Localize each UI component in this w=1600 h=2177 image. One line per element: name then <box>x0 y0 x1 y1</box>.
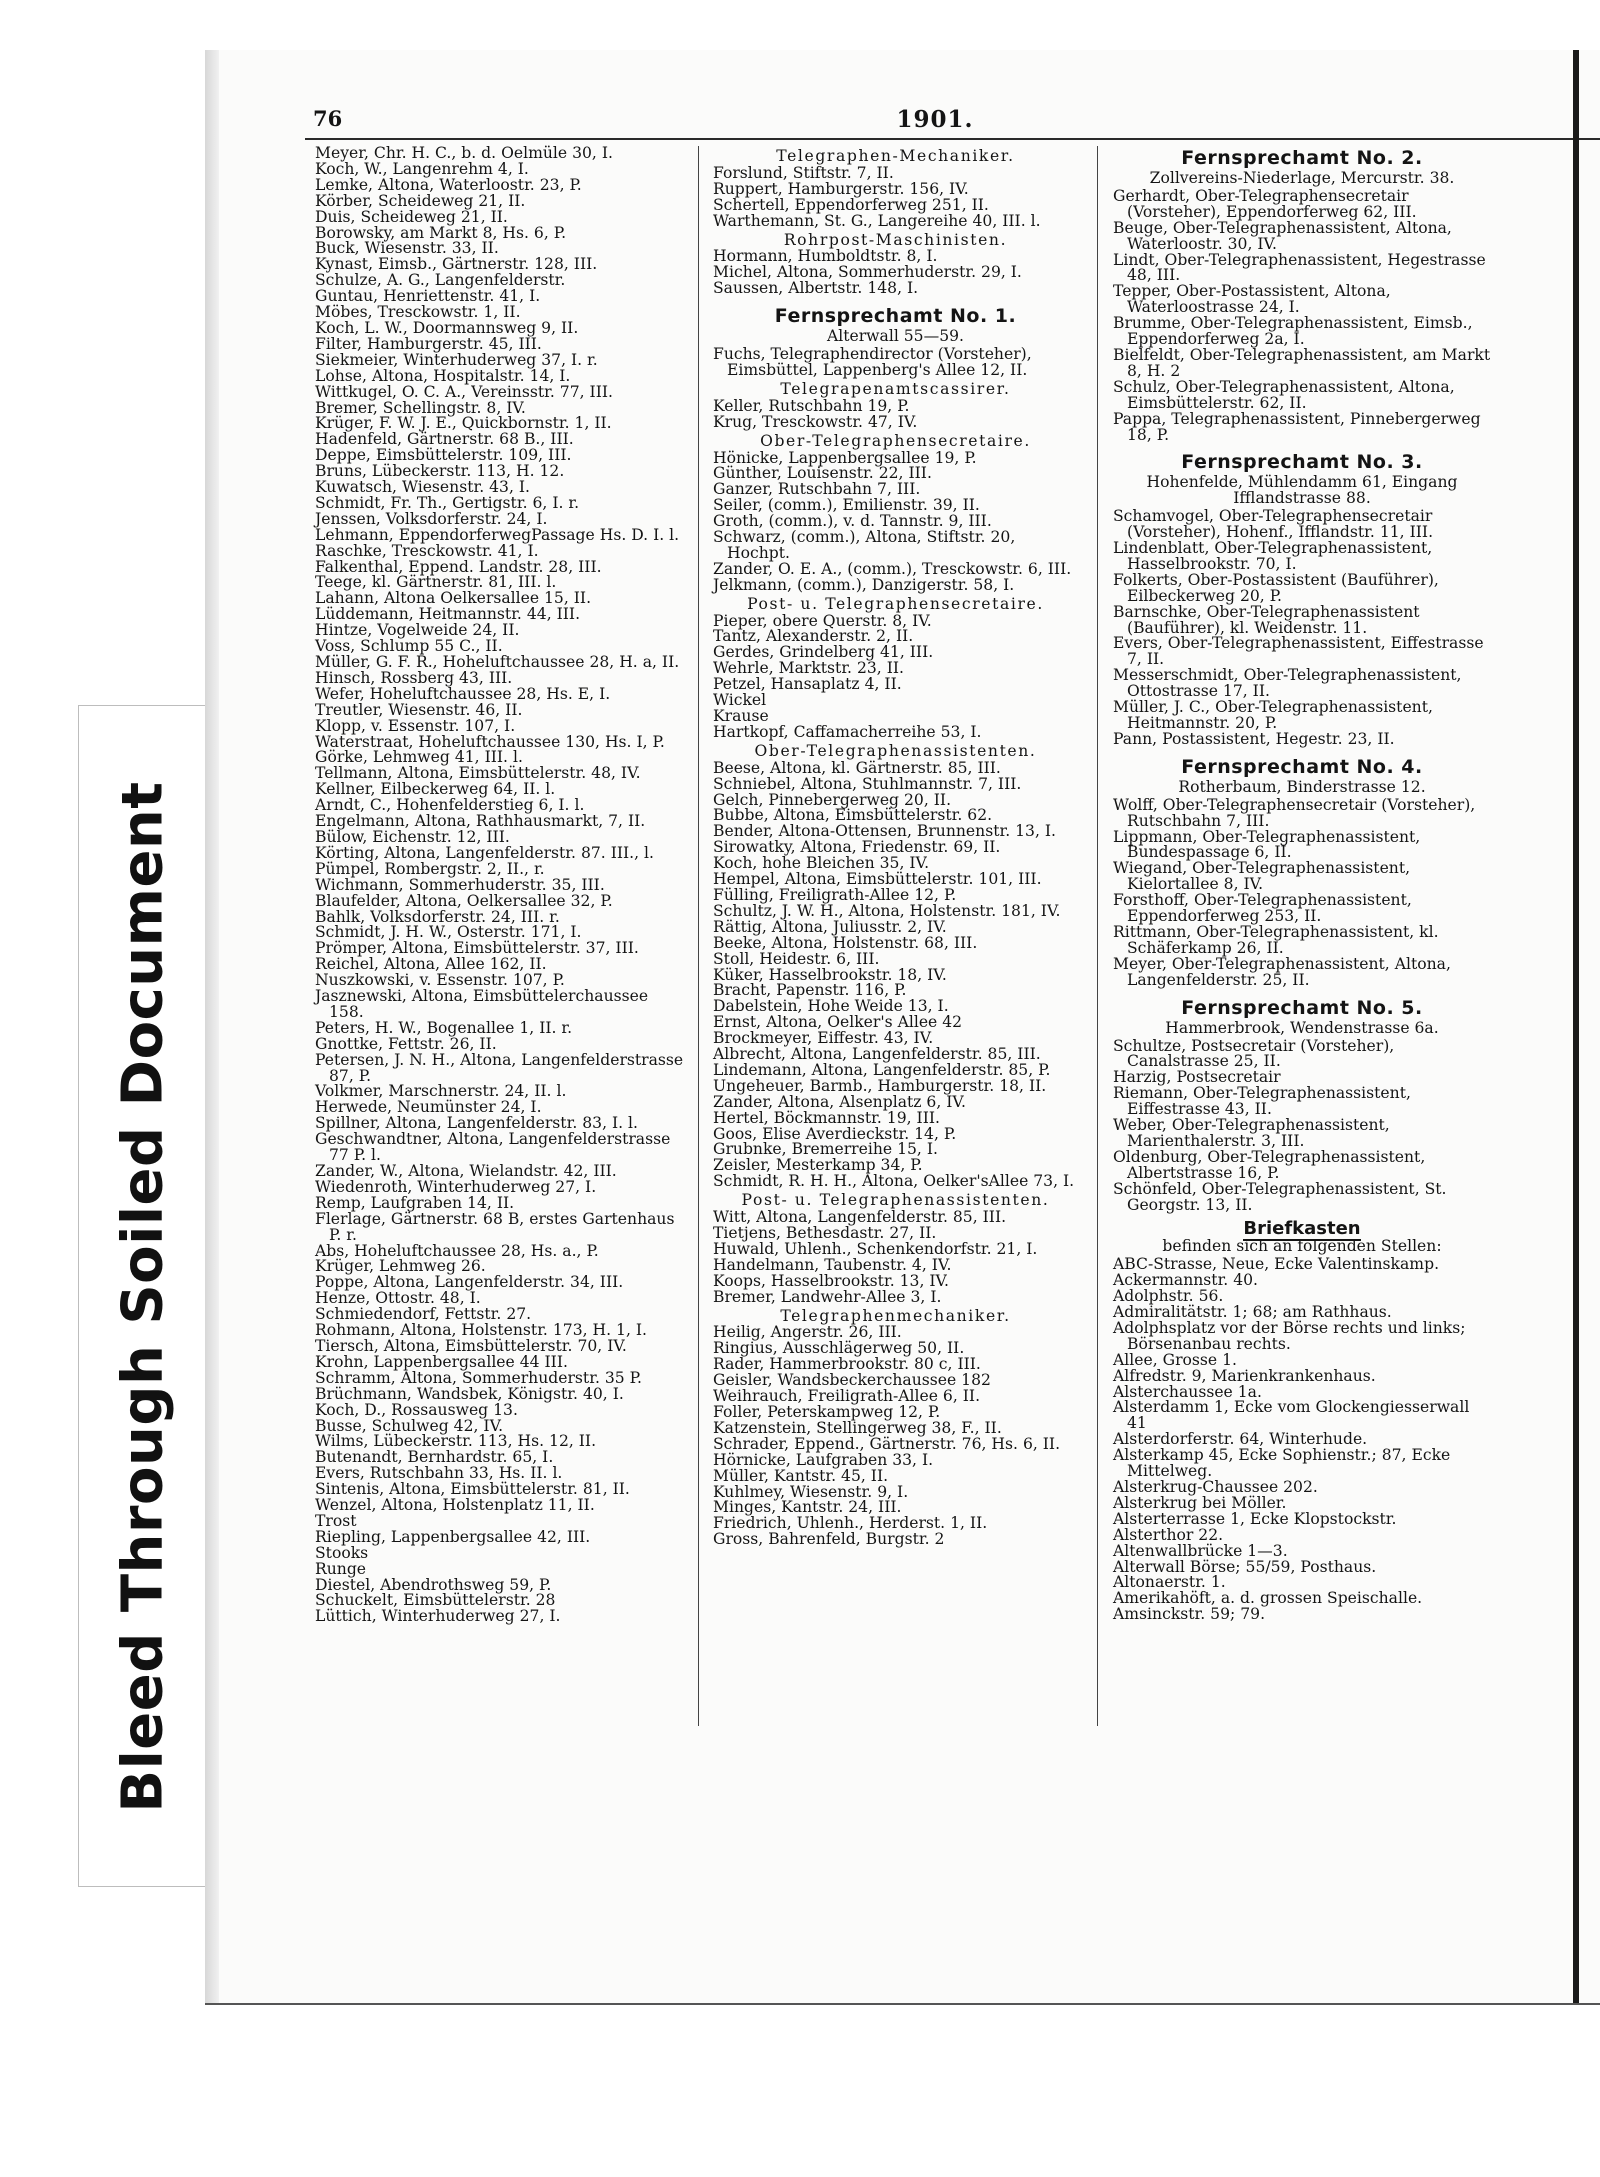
directory-entry: Bender, Altona-Ottensen, Brunnenstr. 13, I. <box>713 822 1056 841</box>
directory-entry: Pann, Postassistent, Hegestr. 23, II. <box>1113 729 1395 748</box>
directory-entry: Goos, Elise Averdieckstr. 14, P. <box>713 1124 957 1143</box>
directory-entry: Meyer, Chr. H. C., b. d. Oelmüle 30, I. <box>315 144 613 162</box>
directory-entry: Krug, Tresckowstr. 47, IV. <box>713 412 918 431</box>
directory-entry: Prömper, Altona, Eimsbüttelerstr. 37, III. <box>315 939 639 958</box>
directory-entry: Küker, Hasselbrookstr. 18, IV. <box>713 965 947 984</box>
directory-entry: Brüchmann, Wandsbek, Königstr. 40, I. <box>315 1384 624 1403</box>
directory-entry: Tietjens, Bethesdastr. 27, II. <box>713 1224 937 1242</box>
directory-entry: Lindt, Ober-Telegraphenassistent, Hegestrasse 48, III. <box>1113 250 1486 285</box>
column-2 <box>713 146 1078 1548</box>
directory-entry: Hörnicke, Laufgraben 33, I. <box>713 1450 934 1469</box>
directory-entry: Foller, Peterskampweg 12, P. <box>713 1402 941 1421</box>
directory-entry: Bielfeldt, Ober-Telegraphenassistent, am Markt 8, H. 2 <box>1113 345 1491 380</box>
directory-entry: Tiersch, Altona, Eimsbüttelerstr. 70, IV. <box>315 1336 627 1355</box>
directory-entry: Lemke, Altona, Waterloostr. 23, P. <box>315 175 582 194</box>
directory-entry: Petzel, Hansaplatz 4, II. <box>713 675 902 694</box>
directory-entry: Rättig, Altona, Juliusstr. 2, IV. <box>713 917 947 936</box>
directory-entry: Schmidt, Fr. Th., Gertigstr. 6, I. r. <box>315 493 580 512</box>
directory-entry: Schwarz, (comm.), Altona, Stiftstr. 20, Hochpt. <box>713 528 1016 562</box>
directory-entry: Körting, Altona, Langenfelderstr. 87. III., l. <box>315 843 654 862</box>
directory-entry: Schniebel, Altona, Stuhlmannstr. 7, III. <box>713 774 1022 793</box>
directory-entry: Geschwandtner, Altona, Langenfelderstrasse 77 P. l. <box>315 1130 671 1165</box>
directory-entry: Gelch, Pinnebergerweg 20, II. <box>713 790 952 809</box>
directory-entry: Pieper, obere Querstr. 8, IV. <box>713 611 932 630</box>
directory-entry: Herwede, Neumünster 24, I. <box>315 1098 542 1117</box>
directory-entry: Warthemann, St. G., Langereihe 40, III. l. <box>713 211 1041 230</box>
office-address: Rotherbaum, Binderstrasse 12. <box>1178 777 1426 796</box>
directory-entry: Treutler, Wiesenstr. 46, II. <box>315 700 523 719</box>
directory-entry: Gerhardt, Ober-Telegraphensecretair (Vorsteher), Eppendorferweg 62, III. <box>1113 186 1417 221</box>
section-heading: Post- u. Telegraphensecretaire. <box>747 594 1044 613</box>
directory-entry: Wilms, Lübeckerstr. 113, Hs. 12, II. <box>315 1432 597 1451</box>
briefkasten-title: Briefkasten <box>1243 1218 1361 1240</box>
directory-entry: Adolphstr. 56. <box>1113 1287 1224 1306</box>
directory-entry: Schulze, A. G., Langenfelderstr. <box>315 271 566 290</box>
directory-entry: Meyer, Ober-Telegraphenassistent, Altona, Langenfelderstr. 25, II. <box>1113 954 1451 989</box>
directory-entry: Jenssen, Volksdorferstr. 24, I. <box>315 509 548 528</box>
directory-entry: Hintze, Vogelweide 24, II. <box>315 621 520 640</box>
directory-entry: Dabelstein, Hohe Weide 13, I. <box>713 997 949 1016</box>
directory-entry: Schulz, Ober-Telegraphenassistent, Altona, Eimsbüttelerstr. 62, II. <box>1113 377 1455 412</box>
directory-entry: Pappa, Telegraphenassistent, Pinnebergerweg 18, P. <box>1113 409 1481 444</box>
directory-entry: Engelmann, Altona, Rathhausmarkt, 7, II. <box>315 812 646 831</box>
directory-entry: Wichmann, Sommerhuderstr. 35, III. <box>315 875 605 894</box>
directory-entry: Fülling, Freiligrath-Allee 12, P. <box>713 885 957 904</box>
directory-entry: Beeke, Altona, Holstenstr. 68, III. <box>713 933 978 952</box>
directory-entry: Ringius, Ausschlägerweg 50, II. <box>713 1339 965 1358</box>
directory-entry: Alsterkrug bei Möller. <box>1113 1493 1287 1512</box>
directory-entry: Görke, Lehmweg 41, III. l. <box>315 748 523 767</box>
column-3 <box>1113 146 1491 1623</box>
directory-entry: Sirowatky, Altona, Friedenstr. 69, II. <box>713 838 1001 857</box>
directory-entry: Huwald, Uhlenh., Schenkendorfstr. 21, I. <box>713 1239 1038 1258</box>
header-rule <box>305 138 1600 140</box>
section-heading: Telegraphenmechaniker. <box>780 1306 1011 1325</box>
directory-entry: Katzenstein, Stellingerweg 38, F., II. <box>713 1418 1002 1437</box>
directory-entry: Hertel, Böckmannstr. 19, III. <box>713 1108 940 1127</box>
entry-list <box>713 347 1078 379</box>
directory-entry: Petersen, J. N. H., Altona, Langenfelderstrasse 87, P. <box>315 1050 684 1085</box>
directory-entry: Kellner, Eilbeckerweg 64, II. l. <box>315 780 556 799</box>
directory-entry: Schultz, J. W. H., Altona, Holstenstr. 181, IV. <box>713 901 1061 920</box>
directory-entry: Alsterkamp 45, Ecke Sophienstr.; 87, Ecke Mittelweg. <box>1113 1446 1451 1481</box>
entry-list <box>713 1325 1078 1548</box>
directory-entry: Hinsch, Rossberg 43, III. <box>315 668 513 687</box>
directory-entry: Diestel, Abendrothsweg 59, P. <box>315 1575 552 1594</box>
directory-entry: Schamvogel, Ober-Telegraphensecretair (Vorsteher), Hohenf., Ifflandstr. 11, III. <box>1113 507 1434 542</box>
directory-entry: Raschke, Tresckowstr. 41, I. <box>315 541 539 560</box>
directory-entry: Reichel, Altona, Allee 162, II. <box>315 955 547 974</box>
entry-list <box>1113 1257 1491 1623</box>
directory-entry: Rader, Hammerbrookstr. 80 c, III. <box>713 1355 981 1374</box>
directory-entry: Krohn, Lappenbergsallee 44 III. <box>315 1352 568 1371</box>
directory-entry: Wiegand, Ober-Telegraphenassistent, Kielortallee 8, IV. <box>1113 859 1411 894</box>
directory-entry: Amsinckstr. 59; 79. <box>1113 1605 1266 1624</box>
directory-entry: Wenzel, Altona, Holstenplatz 11, II. <box>315 1496 595 1515</box>
directory-entry: Wiedenroth, Winterhuderweg 27, I. <box>315 1177 597 1196</box>
directory-entry: Weihrauch, Freiligrath-Allee 6, II. <box>713 1387 981 1406</box>
section-heading: Telegraphen-Mechaniker. <box>776 147 1015 165</box>
bleed-through-stamp <box>78 705 206 1887</box>
directory-entry: Borowsky, am Markt 8, Hs. 6, P. <box>315 223 567 242</box>
directory-entry: Lehmann, EppendorferwegPassage Hs. D. I. l. <box>315 525 680 544</box>
directory-entry: Müller, Kantstr. 45, II. <box>713 1466 889 1485</box>
directory-entry: Runge <box>315 1559 367 1578</box>
directory-entry: Bülow, Eichenstr. 12, III. <box>315 827 510 846</box>
directory-entry: Klopp, v. Essenstr. 107, I. <box>315 716 516 735</box>
directory-entry: Wefer, Hoheluftchaussee 28, Hs. E, I. <box>315 684 611 703</box>
directory-entry: ABC-Strasse, Neue, Ecke Valentinskamp. <box>1113 1255 1440 1274</box>
directory-entry: Evers, Ober-Telegraphenassistent, Eiffestrasse 7, II. <box>1113 634 1484 669</box>
directory-entry: Wickel <box>713 691 767 710</box>
directory-entry: Allee, Grosse 1. <box>1113 1350 1237 1369</box>
section-heading: Post- u. Telegraphenassistenten. <box>741 1191 1050 1210</box>
column-1 <box>315 146 685 1625</box>
directory-entry: Deppe, Eimsbüttelerstr. 109, III. <box>315 446 572 465</box>
directory-entry: Rittmann, Ober-Telegraphenassistent, kl. Schäferkamp 26, II. <box>1113 922 1439 957</box>
column-divider <box>698 146 699 1726</box>
directory-entry: Trost <box>315 1511 357 1530</box>
directory-entry: Volkmer, Marschnerstr. 24, II. l. <box>315 1082 567 1101</box>
scanned-page <box>205 50 1600 2005</box>
directory-entry: Busse, Schulweg 42, IV. <box>315 1416 504 1435</box>
directory-entry: Lindenblatt, Ober-Telegraphenassistent, Hasselbrookstr. 70, I. <box>1113 539 1433 573</box>
directory-entry: Hormann, Humboldtstr. 8, I. <box>713 247 938 266</box>
directory-entry: Zander, Altona, Alsenplatz 6, IV. <box>713 1092 966 1111</box>
directory-entry: Ganzer, Rutschbahn 7, III. <box>713 480 921 499</box>
directory-entry: Bahlk, Volksdorferstr. 24, III. r. <box>315 907 560 926</box>
directory-entry: Krüger, Lehmweg 26. <box>315 1257 486 1276</box>
directory-entry: Krüger, F. W. J. E., Quickbornstr. 1, II. <box>315 414 612 433</box>
directory-entry: Koops, Hasselbrookstr. 13, IV. <box>713 1271 950 1290</box>
entry-list <box>713 758 1078 1191</box>
directory-entry: Wittkugel, O. C. A., Vereinsstr. 77, III. <box>315 382 613 401</box>
directory-entry: Rohmann, Altona, Holstenstr. 173, H. 1, I. <box>315 1321 647 1340</box>
directory-entry: Bremer, Landwehr-Allee 3, I. <box>713 1287 942 1306</box>
directory-entry: Müller, G. F. R., Hoheluftchaussee 28, H. a, II. <box>315 653 680 671</box>
directory-entry: Ernst, Altona, Oelker's Allee 42 <box>713 1013 963 1032</box>
office-address: Hammerbrook, Wendenstrasse 6a. <box>1165 1018 1439 1037</box>
directory-entry: Tellmann, Altona, Eimsbüttelerstr. 48, IV. <box>315 764 641 783</box>
directory-entry: Abs, Hoheluftchaussee 28, Hs. a., P. <box>315 1241 599 1260</box>
directory-entry: Remp, Laufgraben 14, II. <box>315 1193 515 1212</box>
office-address: Alterwall 55—59. <box>826 327 964 346</box>
directory-entry: Minges, Kantstr. 24, III. <box>713 1498 902 1517</box>
directory-entry: Schrader, Eppend., Gärtnerstr. 76, Hs. 6, II. <box>713 1434 1061 1453</box>
directory-entry: Hadenfeld, Gärtnerstr. 68 B., III. <box>315 430 574 449</box>
section-heading: Telegrapenamtscassirer. <box>780 379 1011 398</box>
directory-entry: Riepling, Lappenbergsallee 42, III. <box>315 1527 591 1546</box>
page-bottom-edge <box>205 2003 1600 2005</box>
directory-entry: Schuckelt, Eimsbüttelerstr. 28 <box>315 1591 556 1610</box>
page-year: 1901. <box>896 106 974 133</box>
directory-entry: Flerlage, Gärtnerstr. 68 B, erstes Gartenhaus P. r. <box>315 1209 675 1244</box>
directory-entry: Alsterdamm 1, Ecke vom Glockengiesserwall 41 <box>1113 1398 1470 1433</box>
directory-entry: Schmidt, J. H. W., Osterstr. 171, I. <box>315 923 582 942</box>
directory-entry: Fuchs, Telegraphendirector (Vorsteher), Eimsbüttel, Lappenberg's Allee 12, II. <box>713 345 1032 379</box>
directory-entry: Brockmeyer, Eiffestr. 43, IV. <box>713 1029 934 1048</box>
directory-entry: Beese, Altona, kl. Gärtnerstr. 85, III. <box>713 758 1001 777</box>
directory-entry: Hempel, Altona, Eimsbüttelerstr. 101, III. <box>713 870 1042 889</box>
directory-entry: Schramm, Altona, Sommerhuderstr. 35 P. <box>315 1368 642 1387</box>
directory-entry: Jelkmann, (comm.), Danzigerstr. 58, I. <box>713 575 1015 594</box>
directory-entry: Ungeheuer, Barmb., Hamburgerstr. 18, II. <box>713 1076 1047 1095</box>
directory-entry: Gerdes, Grindelberg 41, III. <box>713 643 934 662</box>
directory-entry: Wolff, Ober-Telegraphensecretair (Vorsteher), Rutschbahn 7, III. <box>1113 795 1476 830</box>
directory-entry: Schmidt, R. H. H., Altona, Oelker'sAllee 73, I. <box>713 1172 1075 1191</box>
entry-list <box>713 448 1078 594</box>
directory-entry: Lohse, Altona, Hospitalstr. 14, I. <box>315 366 571 385</box>
directory-entry: Spillner, Altona, Langenfelderstr. 83, I. l. <box>315 1114 639 1133</box>
directory-entry: Koch, D., Rossausweg 13. <box>315 1400 518 1419</box>
directory-entry: Kuwatsch, Wiesenstr. 43, I. <box>315 478 530 497</box>
directory-entry: Blaufelder, Altona, Oelkersallee 32, P. <box>315 891 613 910</box>
binding-shadow <box>205 50 219 2005</box>
entry-list <box>713 611 1078 741</box>
directory-entry: Riemann, Ober-Telegraphenassistent, Eiffestrasse 43, II. <box>1113 1084 1411 1119</box>
office-heading: Fernsprechamt No. 1. <box>774 305 1017 328</box>
directory-entry: Forsthoff, Ober-Telegraphenassistent, Eppendorferweg 253, II. <box>1113 891 1412 926</box>
directory-entry: Admiralitätstr. 1; 68; am Rathhaus. <box>1113 1303 1392 1321</box>
directory-entry: Alsterdorferstr. 64, Winterhude. <box>1113 1430 1368 1449</box>
section-heading: Rohrpost-Maschinisten. <box>783 230 1008 249</box>
directory-entry: Lüddemann, Heitmannstr. 44, III. <box>315 605 581 624</box>
page-number: 76 <box>313 106 343 131</box>
directory-entry: Alsterkrug-Chaussee 202. <box>1113 1477 1318 1496</box>
directory-entry: Buck, Wiesenstr. 33, II. <box>315 239 499 258</box>
directory-entry: Jasznewski, Altona, Eimsbüttelerchaussee 158. <box>315 987 649 1021</box>
directory-entry: Handelmann, Taubenstr. 4, IV. <box>713 1255 952 1274</box>
directory-entry: Henze, Ottostr. 48, I. <box>315 1289 481 1308</box>
directory-entry: Groth, (comm.), v. d. Tannstr. 9, III. <box>713 512 992 531</box>
directory-entry: Schultze, Postsecretair (Vorsteher), Canalstrasse 25, II. <box>1113 1036 1395 1071</box>
directory-entry: Brumme, Ober-Telegraphenassistent, Eimsb., Eppendorferweg 2a, I. <box>1113 314 1473 349</box>
directory-entry: Albrecht, Altona, Langenfelderstr. 85, III. <box>713 1045 1041 1064</box>
directory-entry: Voss, Schlump 55 C., II. <box>315 637 503 656</box>
directory-entry: Bremer, Schellingstr. 8, IV. <box>315 398 526 417</box>
directory-entry: Altonaerstr. 1. <box>1113 1573 1226 1592</box>
directory-entry: Hartkopf, Caffamacherreihe 53, I. <box>713 722 982 741</box>
directory-entry: Koch, L. W., Doormannsweg 9, II. <box>315 318 579 337</box>
directory-entry: Friedrich, Uhlenh., Herderst. 1, II. <box>713 1514 988 1533</box>
page-header <box>205 106 1600 136</box>
directory-entry: Gross, Bahrenfeld, Burgstr. 2 <box>713 1530 945 1549</box>
directory-entry: Duis, Scheideweg 21, II. <box>315 207 508 226</box>
directory-entry: Michel, Altona, Sommerhuderstr. 29, I. <box>713 263 1022 282</box>
directory-entry: Seiler, (comm.), Emilienstr. 39, II. <box>713 496 980 515</box>
office-address: Hohenfelde, Mühlendamm 61, Eingang Ifflandstrasse 88. <box>1146 473 1458 508</box>
page-edge <box>1573 50 1579 2005</box>
directory-entry: Waterstraat, Hoheluftchaussee 130, Hs. I, P. <box>315 732 665 751</box>
directory-entry: Altenwallbrücke 1—3. <box>1113 1541 1288 1560</box>
directory-entry: Siekmeier, Winterhuderweg 37, I. r. <box>315 350 598 369</box>
office-heading: Fernsprechamt No. 2. <box>1181 147 1423 169</box>
directory-entry: Schmiedendorf, Fettstr. 27. <box>315 1305 532 1324</box>
office-address: Zollvereins-Niederlage, Mercurstr. 38. <box>1149 169 1455 187</box>
directory-entry: Hönicke, Lappenbergsallee 19, P. <box>713 448 977 467</box>
directory-entry: Alterwall Börse; 55/59, Posthaus. <box>1113 1557 1377 1576</box>
directory-entry: Poppe, Altona, Langenfelderstr. 34, III. <box>315 1273 624 1292</box>
directory-entry: Ruppert, Hamburgerstr. 156, IV. <box>713 179 969 198</box>
directory-entry: Günther, Louisenstr. 22, III. <box>713 464 932 483</box>
directory-entry: Körber, Scheideweg 21, II. <box>315 191 526 210</box>
directory-entry: Stoll, Heidestr. 6, III. <box>713 949 880 968</box>
directory-entry: Koch, hohe Bleichen 35, IV. <box>713 854 930 873</box>
office-heading: Fernsprechamt No. 4. <box>1181 755 1423 778</box>
directory-entry: Evers, Rutschbahn 33, Hs. II. l. <box>315 1464 563 1483</box>
directory-entry: Lippmann, Ober-Telegraphenassistent, Bundespassage 6, II. <box>1113 827 1421 862</box>
directory-entry: Alsterterrasse 1, Ecke Klopstockstr. <box>1113 1509 1397 1528</box>
directory-entry: Zander, W., Altona, Wielandstr. 42, III. <box>315 1162 617 1180</box>
entry-list <box>713 163 1078 230</box>
directory-entry: Adolphsplatz vor der Börse rechts und links; Börsenanbau rechts. <box>1113 1318 1466 1353</box>
directory-entry: Saussen, Albertstr. 148, I. <box>713 279 919 298</box>
entry-list <box>1113 795 1491 989</box>
directory-entry: Folkerts, Ober-Postassistent (Bauführer), Eilbeckerweg 20, P. <box>1113 570 1439 605</box>
directory-entry: Tantz, Alexanderstr. 2, II. <box>713 627 914 646</box>
entry-list <box>1113 509 1491 748</box>
directory-entry: Falkenthal, Eppend. Landstr. 28, III. <box>315 557 602 576</box>
directory-entry: Möbes, Tresckowstr. 1, II. <box>315 303 521 322</box>
directory-entry: Zeisler, Mesterkamp 34, P. <box>713 1156 923 1175</box>
directory-entry: Keller, Rutschbahn 19, P. <box>713 396 910 415</box>
directory-entry: Schönfeld, Ober-Telegraphenassistent, St. Georgstr. 13, II. <box>1113 1179 1447 1214</box>
directory-entry: Amerikahöft, a. d. grossen Speischalle. <box>1113 1589 1423 1608</box>
directory-entry: Peters, H. W., Bogenallee 1, II. r. <box>315 1018 573 1037</box>
directory-entry: Gnottke, Fettstr. 26, II. <box>315 1034 497 1053</box>
directory-entry: Lahann, Altona Oelkersallee 15, II. <box>315 589 592 608</box>
directory-entry: Kuhlmey, Wiesenstr. 9, I. <box>713 1482 909 1501</box>
section-heading: Ober-Telegraphensecretaire. <box>760 431 1031 450</box>
directory-entry: Filter, Hamburgerstr. 45, III. <box>315 334 542 353</box>
directory-entry: Harzig, Postsecretair <box>1113 1068 1281 1087</box>
directory-entry: Teege, kl. Gärtnerstr. 81, III. l. <box>315 573 557 592</box>
directory-entry: Alsterchaussee 1a. <box>1113 1382 1262 1401</box>
entry-list <box>713 1210 1078 1305</box>
section-heading: Ober-Telegraphenassistenten. <box>754 741 1037 760</box>
entry-list <box>1113 1036 1491 1214</box>
directory-entry: Weber, Ober-Telegraphenassistent, Marienthalerstr. 3, III. <box>1113 1116 1390 1150</box>
stamp-label: Bleed Through Soiled Document <box>110 781 176 1813</box>
directory-entry: Lindemann, Altona, Langenfelderstr. 85, P. <box>713 1060 1051 1079</box>
office-heading: Fernsprechamt No. 5. <box>1181 996 1423 1019</box>
column-divider <box>1097 146 1098 1726</box>
directory-entry: Arndt, C., Hohenfelderstieg 6, I. l. <box>315 796 585 815</box>
directory-entry: Alsterthor 22. <box>1113 1525 1224 1544</box>
directory-entry: Oldenburg, Ober-Telegraphenassistent, Albertstrasse 16, P. <box>1113 1147 1426 1182</box>
directory-entry: Sintenis, Altona, Eimsbüttelerstr. 81, II. <box>315 1480 630 1499</box>
directory-entry: Krause <box>713 707 769 725</box>
directory-entry: Schertell, Eppendorferweg 251, II. <box>713 195 989 214</box>
entry-list <box>713 396 1078 431</box>
directory-entry: Bubbe, Altona, Eimsbüttelerstr. 62. <box>713 806 993 825</box>
directory-entry: Witt, Altona, Langenfelderstr. 85, III. <box>713 1208 1007 1227</box>
directory-entry: Kynast, Eimsb., Gärtnerstr. 128, III. <box>315 255 598 274</box>
directory-entry: Müller, J. C., Ober-Telegraphenassistent, Heitmannstr. 20, P. <box>1113 698 1433 732</box>
office-heading: Fernsprechamt No. 3. <box>1181 451 1423 474</box>
directory-entry: Guntau, Henriettenstr. 41, I. <box>315 287 541 306</box>
directory-entry: Beuge, Ober-Telegraphenassistent, Altona, Waterloostr. 30, IV. <box>1113 218 1452 253</box>
briefkasten-subtitle: befinden sich an folgenden Stellen: <box>1162 1237 1442 1256</box>
directory-entry: Pümpel, Rombergstr. 2, II., r. <box>315 859 545 878</box>
directory-entry: Ackermannstr. 40. <box>1113 1271 1259 1290</box>
directory-entry: Koch, W., Langenrehm 4, I. <box>315 159 529 178</box>
directory-entry: Barnschke, Ober-Telegraphenassistent (Bauführer), kl. Weidenstr. 11. <box>1113 602 1420 637</box>
directory-entry: Forslund, Stiftstr. 7, II. <box>713 163 894 182</box>
briefkasten-heading <box>1113 1218 1491 1240</box>
entry-list <box>713 249 1078 297</box>
entry-list <box>1113 186 1491 444</box>
directory-entry: Tepper, Ober-Postassistent, Altona, Waterloostrasse 24, I. <box>1113 282 1391 317</box>
directory-entry: Alfredstr. 9, Marienkrankenhaus. <box>1113 1366 1376 1385</box>
directory-entry: Nuszkowski, v. Essenstr. 107, P. <box>315 971 565 990</box>
directory-entry: Stooks <box>315 1543 369 1562</box>
directory-entry: Bruns, Lübeckerstr. 113, H. 12. <box>315 462 565 481</box>
directory-entry: Grubnke, Bremerreihe 15, I. <box>713 1140 938 1159</box>
directory-entry: Bracht, Papenstr. 116, P. <box>713 981 907 1000</box>
directory-entry: Geisler, Wandsbeckerchaussee 182 <box>713 1371 991 1390</box>
directory-entry: Zander, O. E. A., (comm.), Tresckowstr. 6, III. <box>713 559 1072 578</box>
directory-entry: Lüttich, Winterhuderweg 27, I. <box>315 1607 561 1626</box>
directory-entry: Butenandt, Bernhardstr. 65, I. <box>315 1448 554 1467</box>
directory-entry: Messerschmidt, Ober-Telegraphenassistent, Ottostrasse 17, II. <box>1113 666 1462 701</box>
directory-entry: Wehrle, Marktstr. 23, II. <box>713 659 904 678</box>
directory-entry: Heilig, Angerstr. 26, III. <box>713 1323 902 1342</box>
